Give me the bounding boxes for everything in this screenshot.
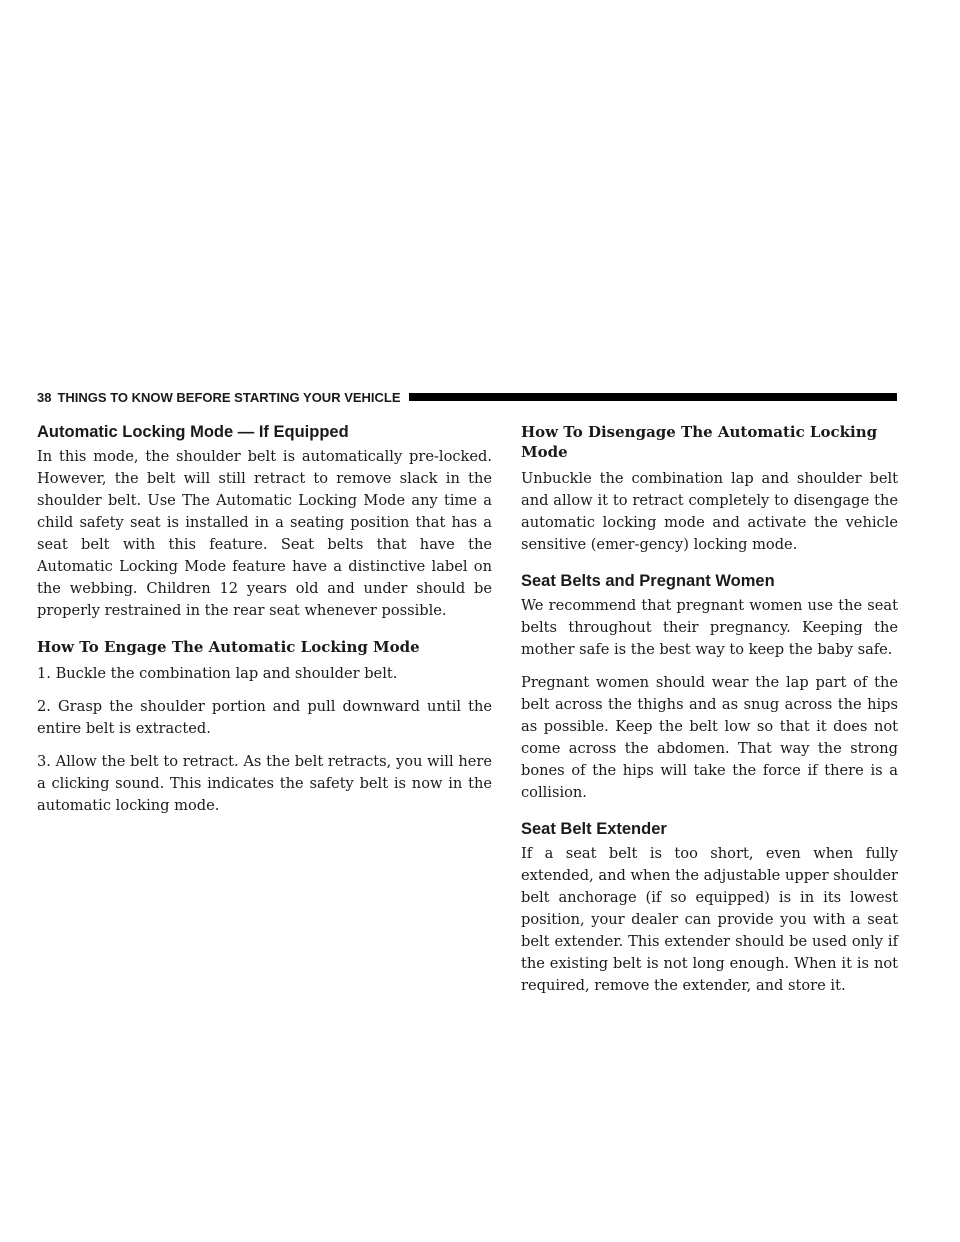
step-1: 1. Buckle the combination lap and shoulder belt.	[37, 665, 398, 682]
step-3: 3. Allow the belt to retract. As the belt retracts, you will here a clicking sound. This indicates the safety belt is now in the automatic locking mode.	[37, 753, 492, 814]
section-heading-engage: How To Engage The Automatic Locking Mode	[37, 638, 420, 656]
paragraph-disengage: Unbuckle the combination lap and shoulder belt and allow it to retract completely to disengage the automatic locking mode and activate the vehicle sensitive (emer-gency) locking mode.	[521, 470, 898, 553]
chapter-title: THINGS TO KNOW BEFORE STARTING YOUR VEHICLE	[57, 389, 401, 405]
section-heading-pregnant-women: Seat Belts and Pregnant Women	[521, 572, 775, 590]
step-2: 2. Grasp the shoulder portion and pull downward until the entire belt is extracted.	[37, 698, 492, 737]
paragraph-pregnant-women-1: We recommend that pregnant women use the seat belts throughout their pregnancy. Keeping the mother safe is the best way to keep the baby safe.	[521, 597, 898, 658]
right-column	[521, 422, 898, 1008]
left-column	[37, 422, 492, 828]
page-number: 38	[37, 389, 52, 405]
header-rule	[409, 393, 897, 401]
section-heading-belt-extender: Seat Belt Extender	[521, 820, 667, 838]
page-header	[37, 389, 897, 405]
paragraph-belt-extender: If a seat belt is too short, even when fully extended, and when the adjustable upper shoulder belt anchorage (if so equipped) is in its lowest position, your dealer can provide you with a seat belt extender. This extender should be used only if the existing belt is not long enough. When it is not required, remove the extender, and store it.	[521, 845, 898, 994]
paragraph-pregnant-women-2: Pregnant women should wear the lap part of the belt across the thighs and as snug across the hips as possible. Keep the belt low so that it does not come across the abdomen. That way the strong bones of the hips will take the force if there is a collision.	[521, 674, 898, 801]
section-heading-automatic-locking-mode: Automatic Locking Mode — If Equipped	[37, 423, 349, 441]
section-heading-disengage: How To Disengage The Automatic Locking Mode	[521, 423, 878, 461]
paragraph-automatic-locking-mode: In this mode, the shoulder belt is automatically pre-locked. However, the belt will still retract to remove slack in the shoulder belt. Use The Automatic Locking Mode any time a child safety seat is installed in a seating position that has a seat belt with this feature. Seat belts that have the Automatic Locking Mode feature have a distinctive label on the webbing. Children 12 years old and under should be properly restrained in the rear seat whenever possible.	[37, 448, 492, 619]
